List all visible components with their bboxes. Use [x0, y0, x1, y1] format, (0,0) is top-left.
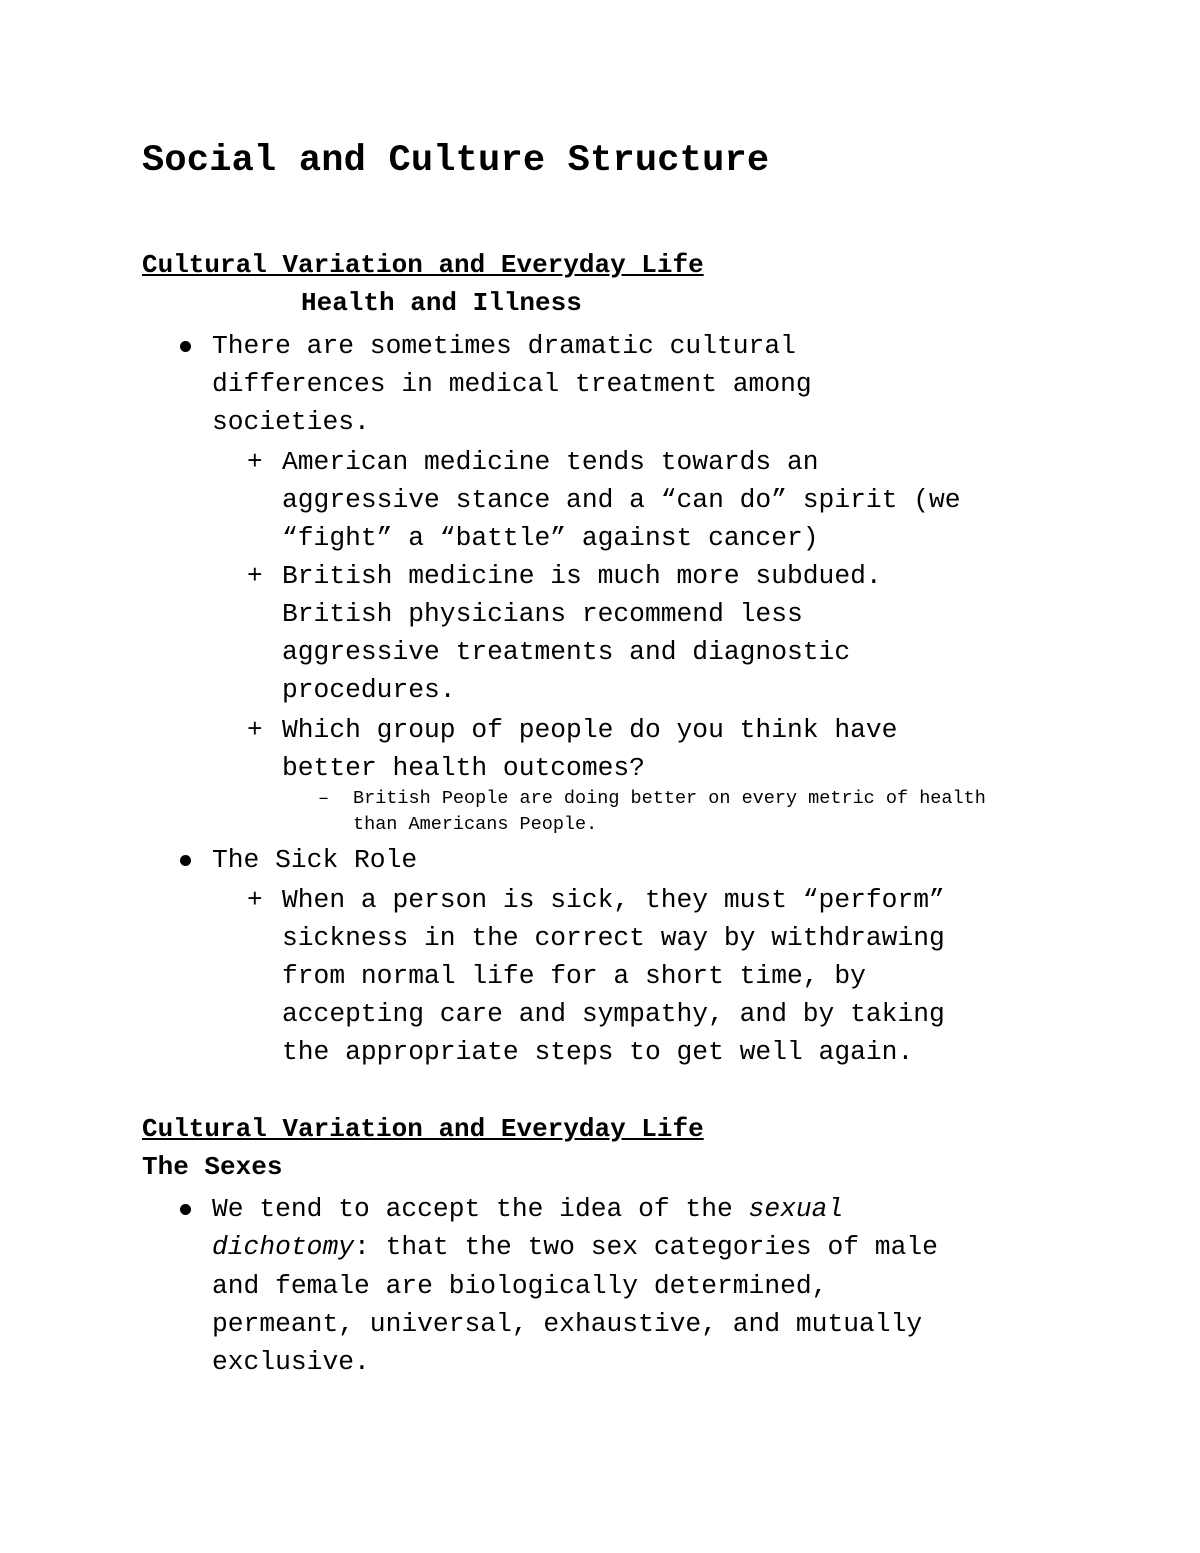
document-title: Social and Culture Structure — [142, 140, 770, 182]
answer-line: British People are doing better on every metric of health — [353, 788, 986, 809]
sub-item-line: accepting care and sympathy, and by taking — [282, 999, 945, 1029]
bullet-text-line: permeant, universal, exhaustive, and mutually — [212, 1309, 923, 1339]
bullet-icon — [180, 341, 191, 352]
sub-item-line: better health outcomes? — [282, 753, 645, 783]
sub-item-line: American medicine tends towards an — [282, 447, 819, 477]
text-run: : that the two sex categories of male — [354, 1232, 938, 1262]
bullet-text-line — [212, 1234, 938, 1260]
bullet-text-line: societies. — [212, 407, 370, 437]
bullet-text-line — [212, 1196, 843, 1222]
sub-item-line: “fight” a “battle” against cancer) — [282, 523, 819, 553]
bullet-text-line: There are sometimes dramatic cultural — [212, 331, 796, 361]
plus-marker-icon: + — [247, 447, 263, 477]
bullet-text-line: The Sick Role — [212, 845, 418, 875]
section-heading-2: Cultural Variation and Everyday Life — [142, 1114, 704, 1144]
dash-marker-icon: – — [318, 788, 330, 809]
answer-line: than Americans People. — [353, 814, 598, 835]
subheading-the-sexes: The Sexes — [142, 1152, 283, 1182]
subheading-health-illness: Health and Illness — [301, 288, 582, 318]
sub-item-line: from normal life for a short time, by — [282, 961, 866, 991]
sub-item-line: British physicians recommend less — [282, 599, 803, 629]
italic-term: sexual — [748, 1194, 844, 1224]
bullet-icon — [180, 1204, 191, 1215]
plus-marker-icon: + — [247, 715, 263, 745]
sub-item-line: When a person is sick, they must “perform” — [282, 885, 945, 915]
sub-item-line: Which group of people do you think have — [282, 715, 898, 745]
sub-item-line: British medicine is much more subdued. — [282, 561, 882, 591]
bullet-icon — [180, 855, 191, 866]
bullet-text-line: exclusive. — [212, 1347, 370, 1377]
sub-item-line: procedures. — [282, 675, 456, 705]
bullet-text-line: and female are biologically determined, — [212, 1271, 828, 1301]
section-heading-1: Cultural Variation and Everyday Life — [142, 250, 704, 280]
bullet-text-line: differences in medical treatment among — [212, 369, 812, 399]
text-run: We tend to accept the idea of the — [212, 1194, 749, 1224]
plus-marker-icon: + — [247, 885, 263, 915]
italic-term: dichotomy — [212, 1232, 355, 1262]
sub-item-line: sickness in the correct way by withdrawing — [282, 923, 945, 953]
sub-item-line: the appropriate steps to get well again. — [282, 1037, 914, 1067]
sub-item-line: aggressive stance and a “can do” spirit (we — [282, 485, 961, 515]
plus-marker-icon: + — [247, 561, 263, 591]
sub-item-line: aggressive treatments and diagnostic — [282, 637, 851, 667]
